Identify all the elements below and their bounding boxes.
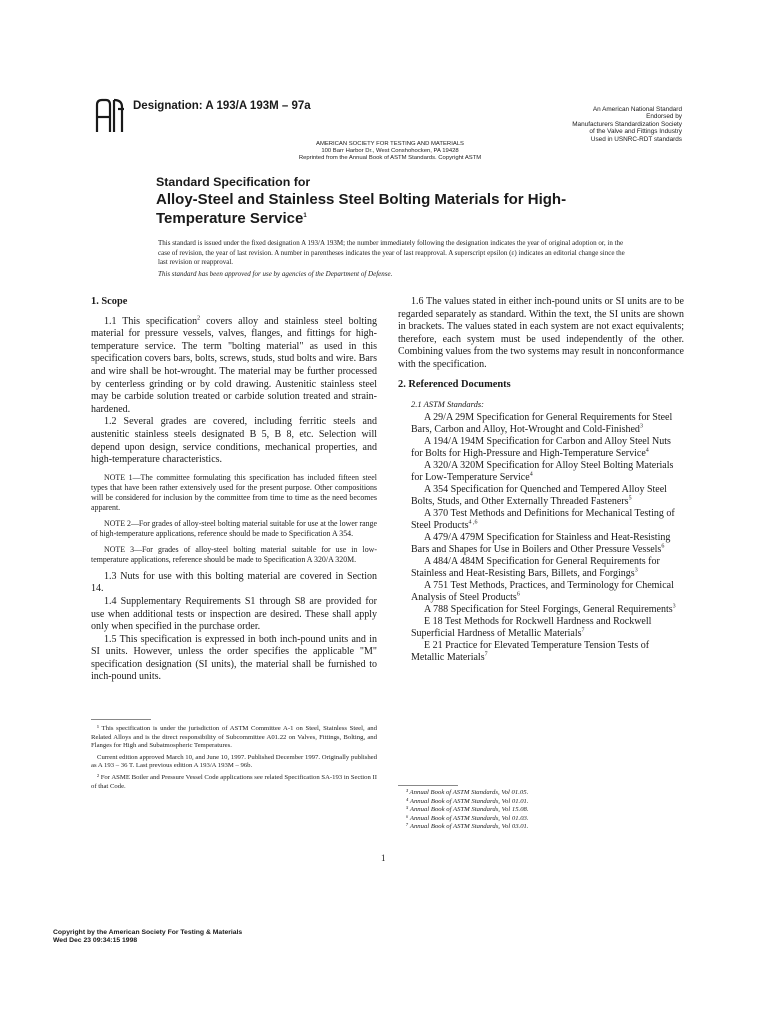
reference-text: A 751 Test Methods, Practices, and Terminology for Chemical Analysis of Steel Products — [411, 579, 674, 603]
reference-text: A 29/A 29M Specification for General Requirements for Steel Bars, Carbon and Alloy, Hot-Wrought and Cold-Finished — [411, 411, 673, 435]
reference-footnote-ref: 6 — [516, 591, 520, 598]
title-line-2: Alloy-Steel and Stainless Steel Bolting Materials for High- — [156, 191, 567, 208]
note-2: NOTE 2—For grades of alloy-steel bolting material suitable for use at the lower range of high-temperature applications, reference should be made to Specification A 354. — [91, 518, 377, 538]
reference-footnote-ref: 3 — [634, 567, 638, 574]
right-column — [398, 296, 684, 664]
p1-footnote-ref: 2 — [197, 315, 201, 322]
copyright-line: Copyright by the American Society For Testing & Materials — [53, 929, 243, 936]
reference-footnote-ref: 5 — [628, 495, 632, 502]
title-line-1: Standard Specification for — [156, 175, 311, 189]
paragraph-1-4: 1.4 Supplementary Requirements S1 through S8 are provided for use when additional tests or inspection are desired. These shall apply only when specified in the purchase order. — [91, 595, 377, 633]
footnote-4: ⁴ Annual Book of ASTM Standards, Vol 01.01. — [406, 797, 529, 805]
footnotes-left — [91, 719, 377, 794]
reference-item — [398, 532, 684, 556]
reference-text: A 479/A 479M Specification for Stainless and Heat-Resisting Bars and Shapes for Use in Boilers and Other Pressure Vessels — [411, 531, 671, 555]
reference-item — [398, 412, 684, 436]
society-line: Reprinted from the Annual Book of ASTM Standards. Copyright ASTM — [298, 155, 482, 161]
timestamp: Wed Dec 23 09:34:15 1998 — [53, 937, 138, 944]
astm-standards-subheading: 2.1 ASTM Standards: — [411, 399, 484, 410]
note-3: NOTE 3—For grades of alloy-steel bolting material suitable for use in low-temperature applications, reference should be made to Specification A 320/A 320M. — [91, 544, 377, 564]
ans-endorsement — [482, 106, 682, 143]
footnote-rule — [91, 719, 151, 720]
reference-item — [398, 580, 684, 604]
ans-line: Endorsed by — [646, 113, 682, 121]
reference-item — [398, 460, 684, 484]
references-heading: 2. Referenced Documents — [398, 378, 511, 390]
society-line: 100 Barr Harbor Dr., West Conshohocken, PA 19428 — [321, 148, 459, 154]
note-1: NOTE 1—The committee formulating this specification has included fifteen steel types that have been rather extensively used for the present purpose. Other compositions will be considered for inclusion by the committee from time to time as the need becomes apparent. — [91, 472, 377, 512]
reference-item — [398, 616, 684, 640]
reference-item — [398, 604, 684, 616]
reference-list — [398, 412, 684, 664]
title-footnote-ref: 1 — [303, 213, 307, 219]
reference-footnote-ref: 7 — [484, 651, 488, 658]
reference-text: A 484/A 484M Specification for General Requirements for Stainless and Heat-Resisting Bars, Billets, and Forgings — [411, 555, 660, 579]
reference-item — [398, 436, 684, 460]
paragraph-1-3: 1.3 Nuts for use with this bolting material are covered in Section 14. — [91, 570, 377, 595]
document-title — [156, 174, 626, 228]
society-address — [260, 141, 520, 162]
standard-note-text: This standard is issued under the fixed designation A 193/A 193M; the number immediately following the designation indicates the year of original adoption or, in the case of revision, the year of last revision. A number in parentheses indicates the year of last reapproval. A superscript epsilon (ε) indicates an editorial change since the last revision or reapproval. — [158, 239, 625, 267]
ans-line: Used in USNRC-RDT standards — [590, 135, 682, 143]
reference-footnote-ref: 7 — [581, 627, 585, 634]
p1-rest: covers alloy and stainless steel bolting material for pressure vessels, valves, flanges, and fittings for high-temperature service. The term "bolting material" as used in this specification covers bars, bolts, screws, studs, stud bolts and wire. Bars and wire shall be hot-wrought. The material may be further processed by centerless grinding or by cold drawing. Austenitic stainless steel may be carbide solution treated or carbide solution treated and strain-hardened. — [91, 315, 377, 415]
reference-text: A 788 Specification for Steel Forgings, General Requirements — [424, 603, 673, 615]
ans-line: An American National Standard — [592, 106, 682, 113]
reference-footnote-ref: 4 — [645, 447, 649, 454]
footnote-5: ⁵ Annual Book of ASTM Standards, Vol 15.08. — [406, 806, 529, 814]
title-line-3 — [156, 209, 626, 228]
reference-item — [398, 508, 684, 532]
reference-text: E 21 Practice for Elevated Temperature Tension Tests of Metallic Materials — [411, 639, 650, 663]
paragraph-1-2: 1.2 Several grades are covered, including ferritic steels and austenitic stainless steels designated B 5, B 8, etc. Selection will depend upon design, service conditions, mechanical properties, and high-temperature characteristics. — [91, 416, 377, 466]
footnote-rule — [398, 785, 458, 786]
ans-line: of the Valve and Fittings Industry — [589, 128, 682, 136]
society-line: AMERICAN SOCIETY FOR TESTING AND MATERIALS — [316, 141, 464, 147]
reference-text: E 18 Test Methods for Rockwell Hardness and Rockwell Superficial Hardness of Metallic Materials — [411, 615, 652, 639]
ans-line: Manufacturers Standardization Society — [572, 120, 682, 128]
reference-footnote-ref: 6 — [661, 543, 665, 550]
footnote-3: ³ Annual Book of ASTM Standards, Vol 01.05. — [406, 789, 529, 796]
reference-footnote-ref: 4 — [529, 471, 533, 478]
page-number: 1 — [381, 853, 386, 863]
copyright-notice — [53, 929, 242, 945]
paragraph-1-5: 1.5 This specification is expressed in both inch-pound units and in SI units. However, unless the order specifies the applicable "M" specification designation (SI units), the material shall be furnished to inch-pound units. — [91, 633, 377, 683]
p1-start: 1.1 This specification — [104, 315, 198, 327]
footnote-7: ⁷ Annual Book of ASTM Standards, Vol 03.01. — [406, 823, 529, 831]
reference-item — [398, 556, 684, 580]
footnote-current-edition: Current edition approved March 10, and June 10, 1997. Published December 1997. Originally published as A 193 – 36 T. Last previous edition A 193/A 193M – 96b. — [91, 753, 377, 770]
scope-heading: 1. Scope — [91, 296, 128, 307]
footnotes-right — [398, 785, 684, 832]
reference-item — [398, 640, 684, 664]
footnote-6: ⁶ Annual Book of ASTM Standards, Vol 01.03. — [406, 814, 529, 822]
paragraph-1-1 — [91, 316, 377, 417]
reference-footnote-ref: 3 — [639, 423, 643, 430]
astm-logo — [94, 97, 126, 135]
dod-approval: This standard has been approved for use by agencies of the Department of Defense. — [158, 269, 393, 278]
reference-text: A 194/A 194M Specification for Carbon and Alloy Steel Nuts for Bolts for High-Pressure and High-Temperature Service — [411, 435, 671, 459]
standard-note — [158, 239, 628, 279]
reference-text: A 370 Test Methods and Definitions for Mechanical Testing of Steel Products — [411, 507, 675, 531]
title-line-3-text: Temperature Service — [156, 210, 304, 227]
reference-footnote-ref: 3 — [672, 603, 676, 610]
reference-text: A 320/A 320M Specification for Alloy Steel Bolting Materials for Low-Temperature Service — [411, 459, 674, 483]
paragraph-1-6: 1.6 The values stated in either inch-pound units or SI units are to be regarded separately as standard. Within the text, the SI units are shown in brackets. The values stated in each system are not exact equivalents; therefore, each system must be used independently of the other. Combining values from the two systems may result in nonconformance with the specification. — [398, 296, 684, 370]
footnote-1: ¹ This specification is under the jurisdiction of ASTM Committee A-1 on Steel, Stainless Steel, and Related Alloys and is the direct responsibility of Subcommittee A01.22 on Valves, Fittings, Bolting, and Flanges for High and Subatmospheric Temperatures. — [91, 725, 377, 750]
reference-text: A 354 Specification for Quenched and Tempered Alloy Steel Bolts, Studs, and Other Externally Threaded Fasteners — [411, 483, 667, 507]
spacer — [398, 372, 684, 379]
reference-item — [398, 484, 684, 508]
designation: Designation: A 193/A 193M – 97a — [133, 100, 311, 112]
left-column — [91, 296, 377, 684]
footnote-2: ² For ASME Boiler and Pressure Vessel Code applications see related Specification SA-193 in Section II of that Code. — [91, 773, 377, 790]
reference-footnote-ref: 4 ,6 — [468, 519, 478, 526]
